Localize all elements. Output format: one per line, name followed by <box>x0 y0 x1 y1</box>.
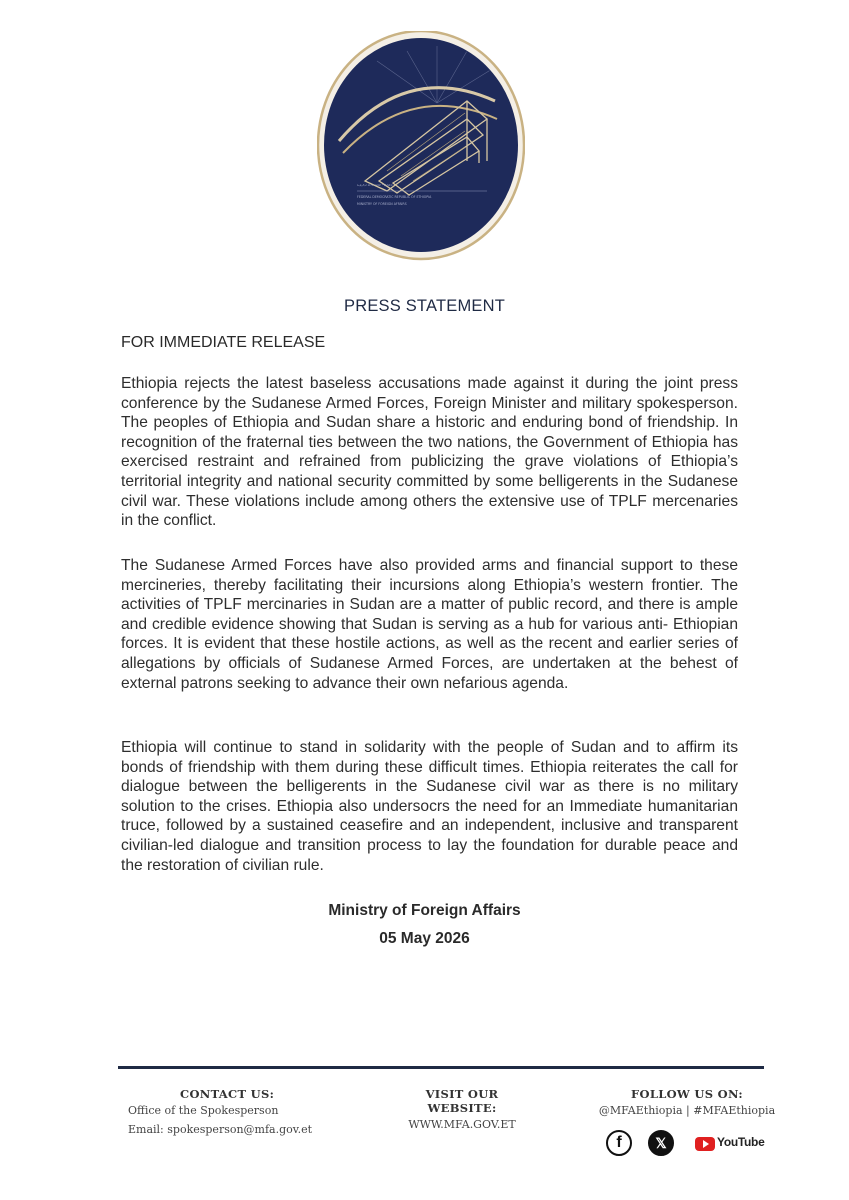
seal-line-ministry: MINISTRY OF FOREIGN AFFAIRS <box>357 202 407 206</box>
youtube-icon <box>695 1137 715 1151</box>
seal-line-country: FEDERAL DEMOCRATIC REPUBLIC OF ETHIOPIA <box>357 195 432 199</box>
footer-website <box>392 1087 532 1134</box>
seal-emblem-graphic <box>317 31 525 261</box>
statement-paragraph-2: The Sudanese Armed Forces have also provided arms and financial support to these mercineries, thereby facilitating their incursions along Ethiopia’s western frontier. The activities of TPLF mercinaries in Sudan are a matter of public record, and there is ample and credible evidence showing that Sudan is serving as a hub for various anti- Ethiopian forces. It is evident that these hostile actions, as well as the recent and earlier series of allegations by officials of Sudanese Armed Forces, are undertaken at the behest of external patrons seeking to advance their own nefarious agenda. <box>121 557 738 692</box>
contact-email[interactable]: Email: spokesperson@mfa.gov.et <box>128 1123 313 1136</box>
x-twitter-icon[interactable]: 𝕏 <box>648 1130 674 1156</box>
document-heading: PRESS STATEMENT <box>344 297 505 315</box>
footer-contact <box>128 1087 312 1139</box>
signature-date: 05 May 2026 <box>379 930 470 947</box>
release-line: FOR IMMEDIATE RELEASE <box>121 334 326 351</box>
contact-heading: CONTACT US: <box>180 1087 275 1101</box>
social-handles: @MFAEthiopia | #MFAEthiopia <box>598 1104 776 1117</box>
seal-line-amharic: ኢፌዲሪ ውጭ ጉዳይ ሚኒስቴር <box>357 183 393 187</box>
footer-divider <box>118 1066 764 1069</box>
contact-office: Office of the Spokesperson <box>128 1104 279 1117</box>
statement-paragraph-1: Ethiopia rejects the latest baseless accusations made against it during the joint press conference by the Sudanese Armed Forces, Foreign Minister and military spokesperson. The peoples of Ethiopia and Sudan share a historic and enduring bond of friendship. In recognition of the fraternal ties between the two nations, the Government of Ethiopia has exercised restraint and refrained from publicizing the grave violations of Ethiopia’s territorial integrity and national security committed by some belligerents in the Sudanese civil war. These violations include among others the extensive use of TPLF mercenaries in the conflict. <box>121 375 738 530</box>
website-link[interactable]: WWW.MFA.GOV.ET <box>408 1118 516 1131</box>
statement-paragraph-3: Ethiopia will continue to stand in solidarity with the people of Sudan and to affirm its bonds of friendship with them during these difficult times. Ethiopia reiterates the call for dialogue between the belligerents in the Sudanese civil war as there is no military solution to the crises. Ethiopia also undersocrs the need for an Immediate humanitarian truce, followed by a sustained ceasefire and an independent, inclusive and transparent civilian-led dialogue and transition process to lay the foundation for durable peace and the restoration of civilian rule. <box>121 739 738 874</box>
follow-heading: FOLLOW US ON: <box>631 1087 743 1101</box>
signature-organization: Ministry of Foreign Affairs <box>328 902 521 919</box>
facebook-icon[interactable]: f <box>606 1130 632 1156</box>
youtube-label: YouTube <box>717 1135 765 1149</box>
footer-follow <box>592 1087 782 1120</box>
website-heading: VISIT OUR WEBSITE: <box>425 1087 499 1115</box>
ministry-seal <box>317 31 525 261</box>
